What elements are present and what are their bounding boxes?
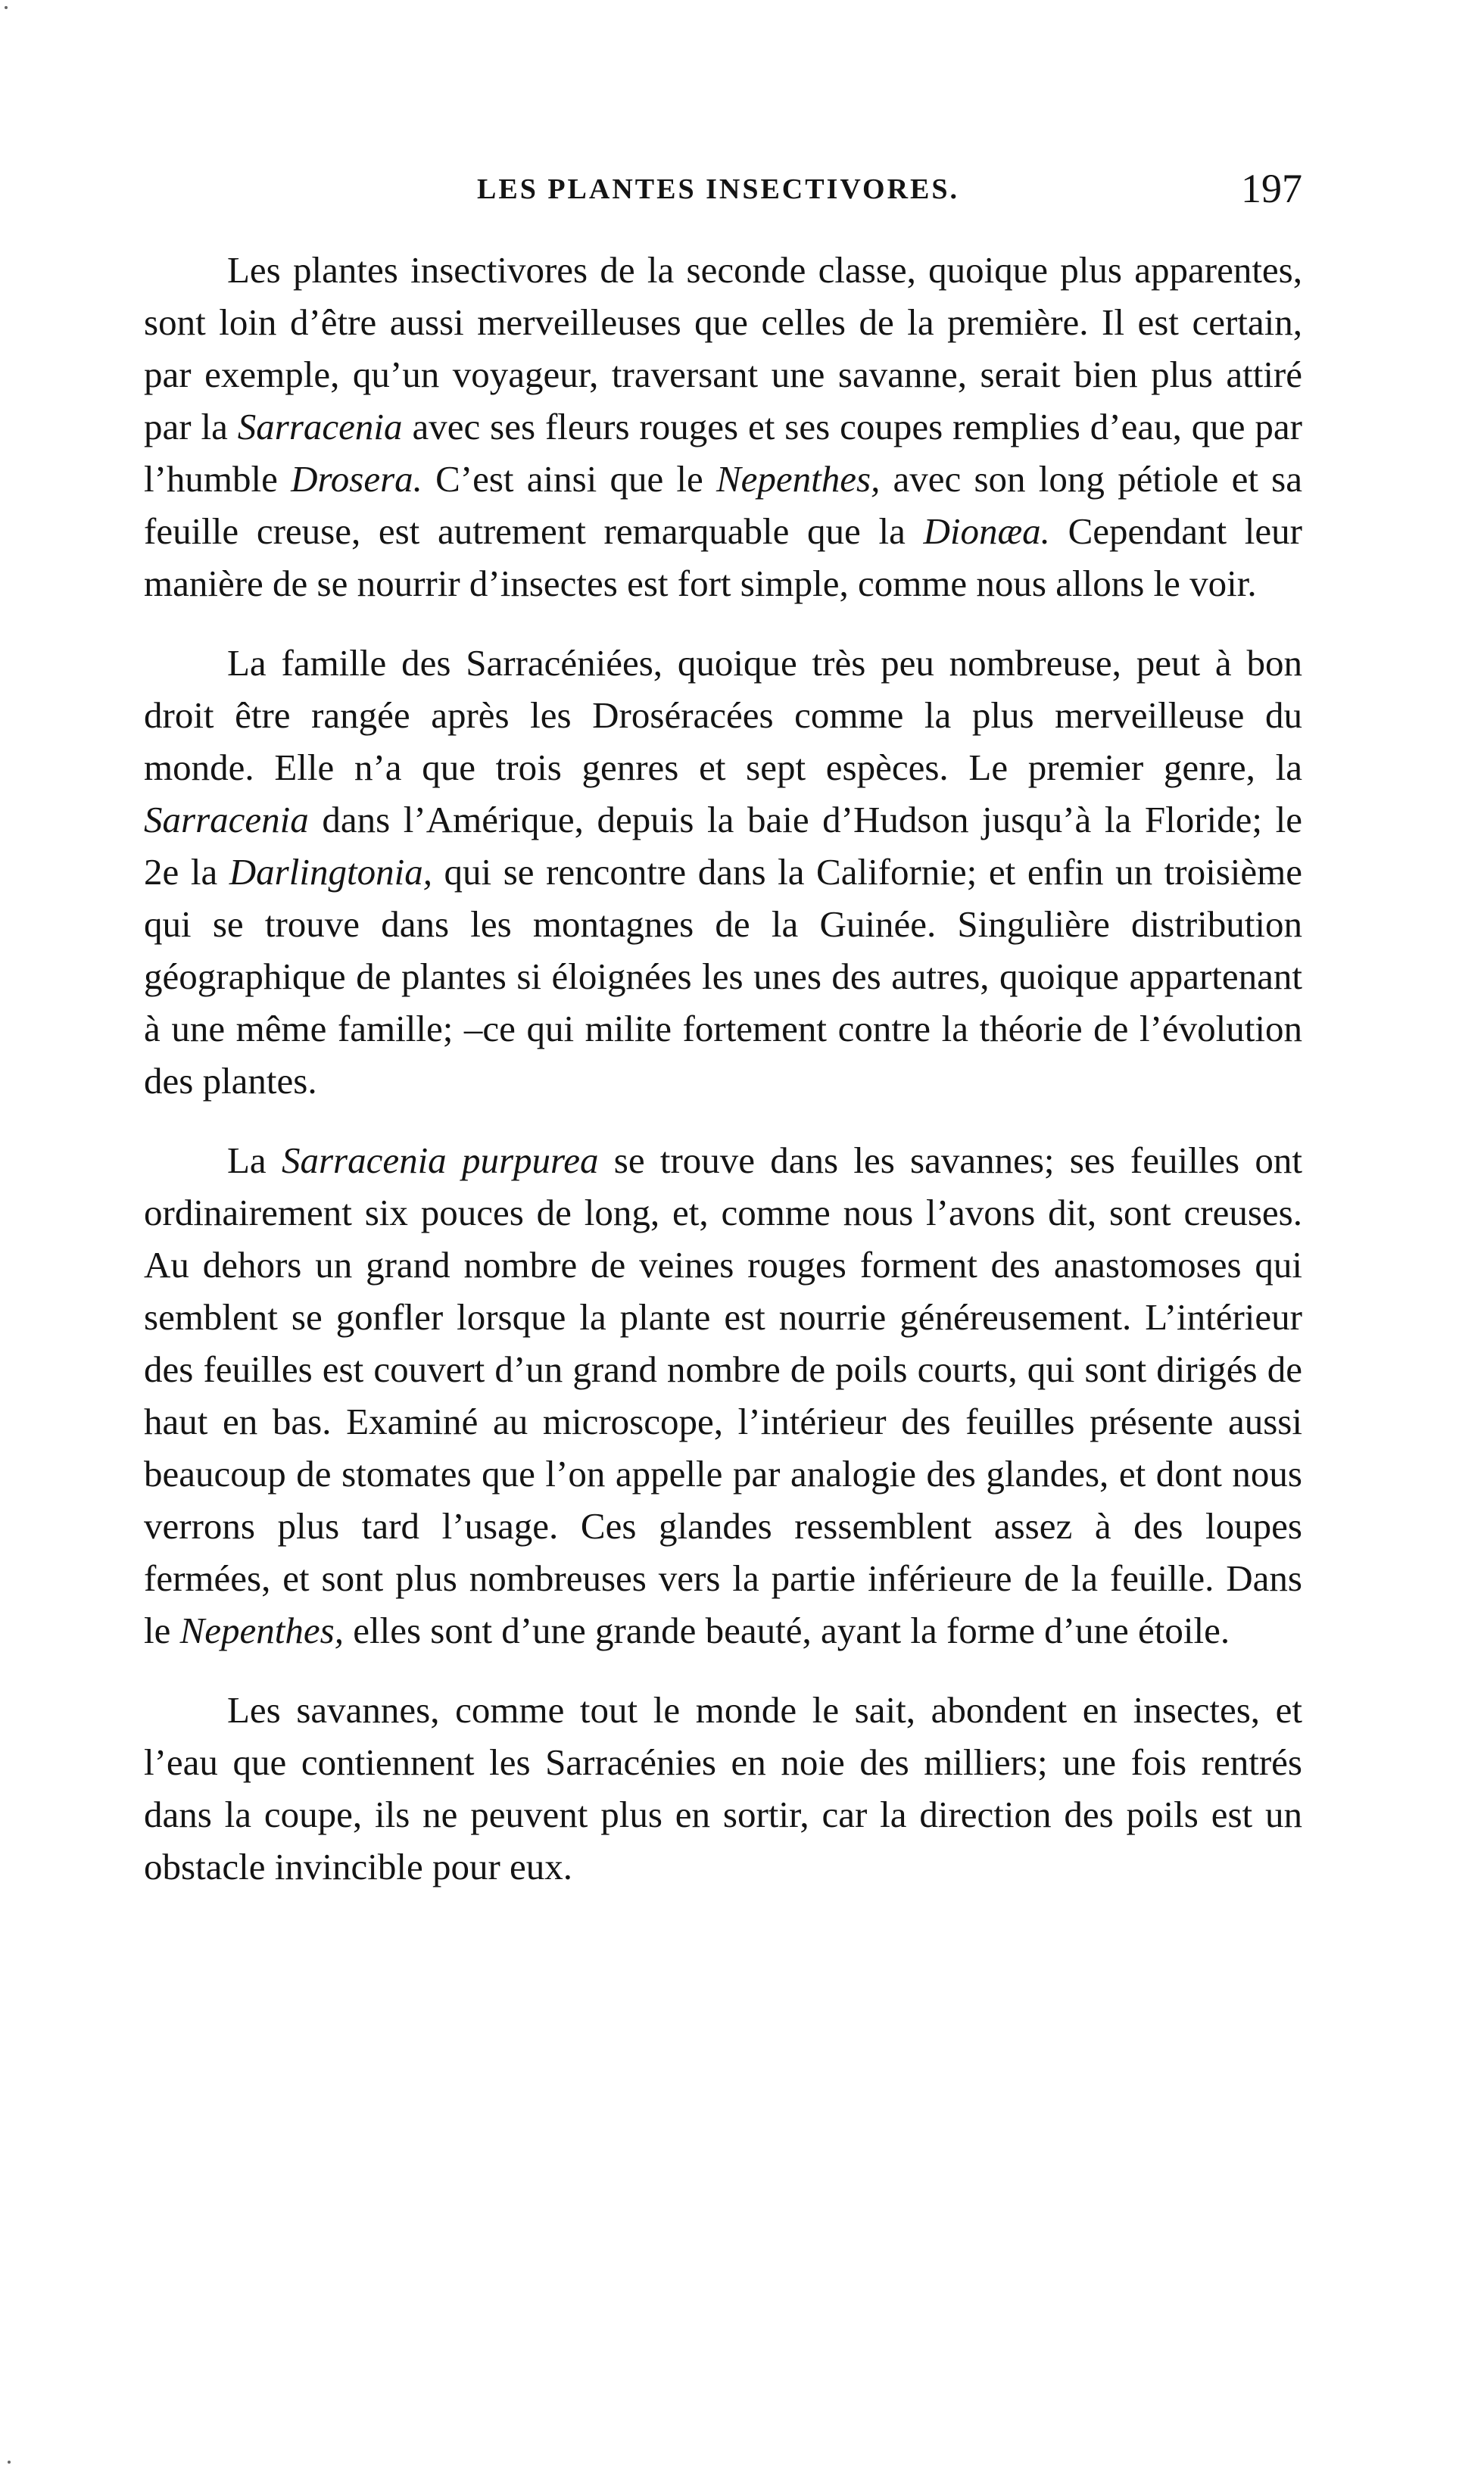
text-run: qui se rencontre dans la Californie; et enfin un troisième qui se trouve dans les montagnes de la Guinée. Singulière distribution géographique de plantes si éloignées les unes des autres, quoique appartenant à une même famille; –ce qui milite fortement contre la théorie de l’évolution des plantes.: [144, 851, 1302, 1102]
text-run: elles sont d’une grande beauté, ayant la forme d’une étoile.: [344, 1610, 1230, 1651]
text-run: La famille des Sarracéniées, quoique très peu nombreuse, peut à bon droit être rangée après les Droséracées comme la plus merveilleuse du monde. Elle n’a que trois genres et sept espèces. Le premier genre, la: [144, 642, 1302, 788]
page-number: 197: [1241, 166, 1302, 211]
text-run: La: [227, 1139, 282, 1181]
paragraph: [144, 1134, 1302, 1657]
italic-term: Sarracenia purpurea: [281, 1139, 599, 1181]
italic-term: Nepenthes,: [179, 1610, 344, 1651]
italic-term: Darlingtonia,: [229, 851, 432, 893]
page-header: [144, 165, 1302, 218]
scan-speck: [5, 6, 8, 9]
text-run: Les savannes, comme tout le monde le sait, abondent en insectes, et l’eau que contiennent les Sarracénies en noie des milliers; une fois rentrés dans la coupe, ils ne peuvent plus en sortir, car la direction des poils est un obstacle invincible pour eux.: [144, 1689, 1302, 1887]
running-title: LES PLANTES INSECTIVORES.: [477, 173, 960, 205]
text-run: dans l’Amérique, depuis la baie d’Hudson jusqu’à la Floride; le 2e la: [144, 799, 1302, 893]
paragraph: [144, 1684, 1302, 1893]
italic-term: Drosera.: [291, 458, 422, 500]
text-run: avec son long pétiole et sa feuille creuse, est autrement remarquable que la: [144, 458, 1302, 552]
text-run: C’est ainsi que le: [422, 458, 716, 500]
body-text: [144, 244, 1302, 1920]
paragraph: [144, 637, 1302, 1107]
scan-speck: [8, 2461, 11, 2464]
text-run: se trouve dans les savannes; ses feuilles ont ordinairement six pouces de long, et, comme nous l’avons dit, sont creuses. Au dehors un grand nombre de veines rouges forment des anastomoses qui semblent se gonfler lorsque la plante est nourrie généreusement. L’intérieur des feuilles est couvert d’un grand nombre de poils courts, qui sont dirigés de haut en bas. Examiné au microscope, l’intérieur des feuilles présente aussi beaucoup de stomates que l’on appelle par analogie des glandes, et dont nous verrons plus tard l’usage. Ces glandes ressemblent assez à des loupes fermées, et sont plus nombreuses vers la partie inférieure de la feuille. Dans le: [144, 1139, 1302, 1651]
italic-term: Sarracenia: [237, 406, 403, 447]
italic-term: Sarracenia: [144, 799, 309, 840]
text-run: avec ses fleurs rouges et ses coupes remplies d’eau, que par l’humble: [144, 406, 1302, 500]
text-run: Cependant leur manière de se nourrir d’insectes est fort simple, comme nous allons le voir.: [144, 510, 1302, 604]
italic-term: Nepenthes,: [716, 458, 881, 500]
italic-term: Dionæa.: [923, 510, 1050, 552]
paragraph: [144, 244, 1302, 609]
text-run: Les plantes insectivores de la seconde classe, quoique plus apparentes, sont loin d’être aussi merveilleuses que celles de la première. Il est certain, par exemple, qu’un voyageur, traversant une savanne, serait bien plus attiré par la: [144, 249, 1302, 447]
